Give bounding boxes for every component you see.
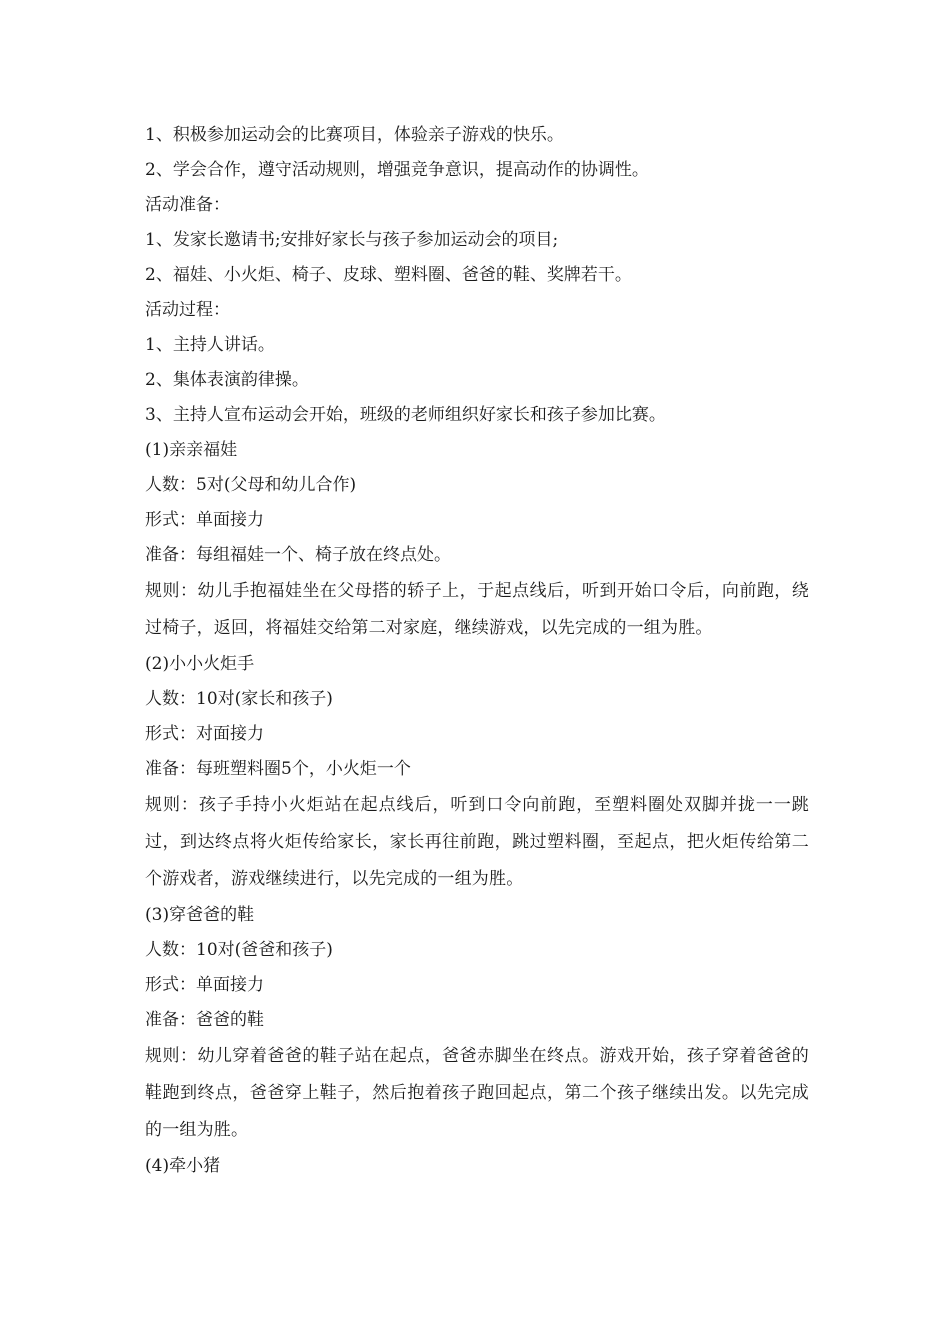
section-heading-process: 活动过程：: [145, 300, 230, 320]
document-body: [145, 118, 809, 1184]
game-3-rules: 规则：幼儿穿着爸爸的鞋子站在起点，爸爸赤脚坐在终点。游戏开始，孩子穿着爸爸的鞋跑到终点，爸爸穿上鞋子，然后抱着孩子跑回起点，第二个孩子继续出发。以先完成的一组为胜。: [145, 1046, 809, 1140]
process-step-3: 3、主持人宣布运动会开始，班级的老师组织好家长和孩子参加比赛。: [145, 405, 666, 425]
game-3-preparation: 准备：爸爸的鞋: [145, 1010, 264, 1030]
game-3-format: 形式：单面接力: [145, 975, 264, 995]
game-3-title: (3)穿爸爸的鞋: [145, 905, 255, 925]
goal-line-2: 2、学会合作，遵守活动规则，增强竞争意识，提高动作的协调性。: [145, 160, 649, 180]
goal-line-1: 1、积极参加运动会的比赛项目，体验亲子游戏的快乐。: [145, 125, 564, 145]
game-4-title: (4)牵小猪: [145, 1156, 221, 1176]
game-2-rules: 规则：孩子手持小火炬站在起点线后，听到口令向前跑，至塑料圈处双脚并拢一一跳过，到达终点将火炬传给家长，家长再往前跑，跳过塑料圈，至起点，把火炬传给第二个游戏者，游戏继续进行，以先完成的一组为胜。: [145, 795, 809, 889]
game-1-preparation: 准备：每组福娃一个、椅子放在终点处。: [145, 545, 451, 565]
game-2-title: (2)小小火炬手: [145, 654, 255, 674]
game-1-participants: 人数：5对(父母和幼儿合作): [145, 475, 357, 495]
game-3-participants: 人数：10对(爸爸和孩子): [145, 940, 333, 960]
preparation-line-2: 2、福娃、小火炬、椅子、皮球、塑料圈、爸爸的鞋、奖牌若干。: [145, 265, 632, 285]
preparation-line-1: 1、发家长邀请书;安排好家长与孩子参加运动会的项目;: [145, 230, 559, 250]
process-step-2: 2、集体表演韵律操。: [145, 370, 309, 390]
game-1-title: (1)亲亲福娃: [145, 440, 238, 460]
game-2-participants: 人数：10对(家长和孩子): [145, 689, 333, 709]
section-heading-preparation: 活动准备：: [145, 195, 230, 215]
game-1-format: 形式：单面接力: [145, 510, 264, 530]
game-1-rules: 规则：幼儿手抱福娃坐在父母搭的轿子上，于起点线后，听到开始口令后，向前跑，绕过椅子，返回，将福娃交给第二对家庭，继续游戏，以先完成的一组为胜。: [145, 581, 809, 638]
game-2-preparation: 准备：每班塑料圈5个，小火炬一个: [145, 759, 411, 779]
process-step-1: 1、主持人讲话。: [145, 335, 275, 355]
game-2-format: 形式：对面接力: [145, 724, 264, 744]
